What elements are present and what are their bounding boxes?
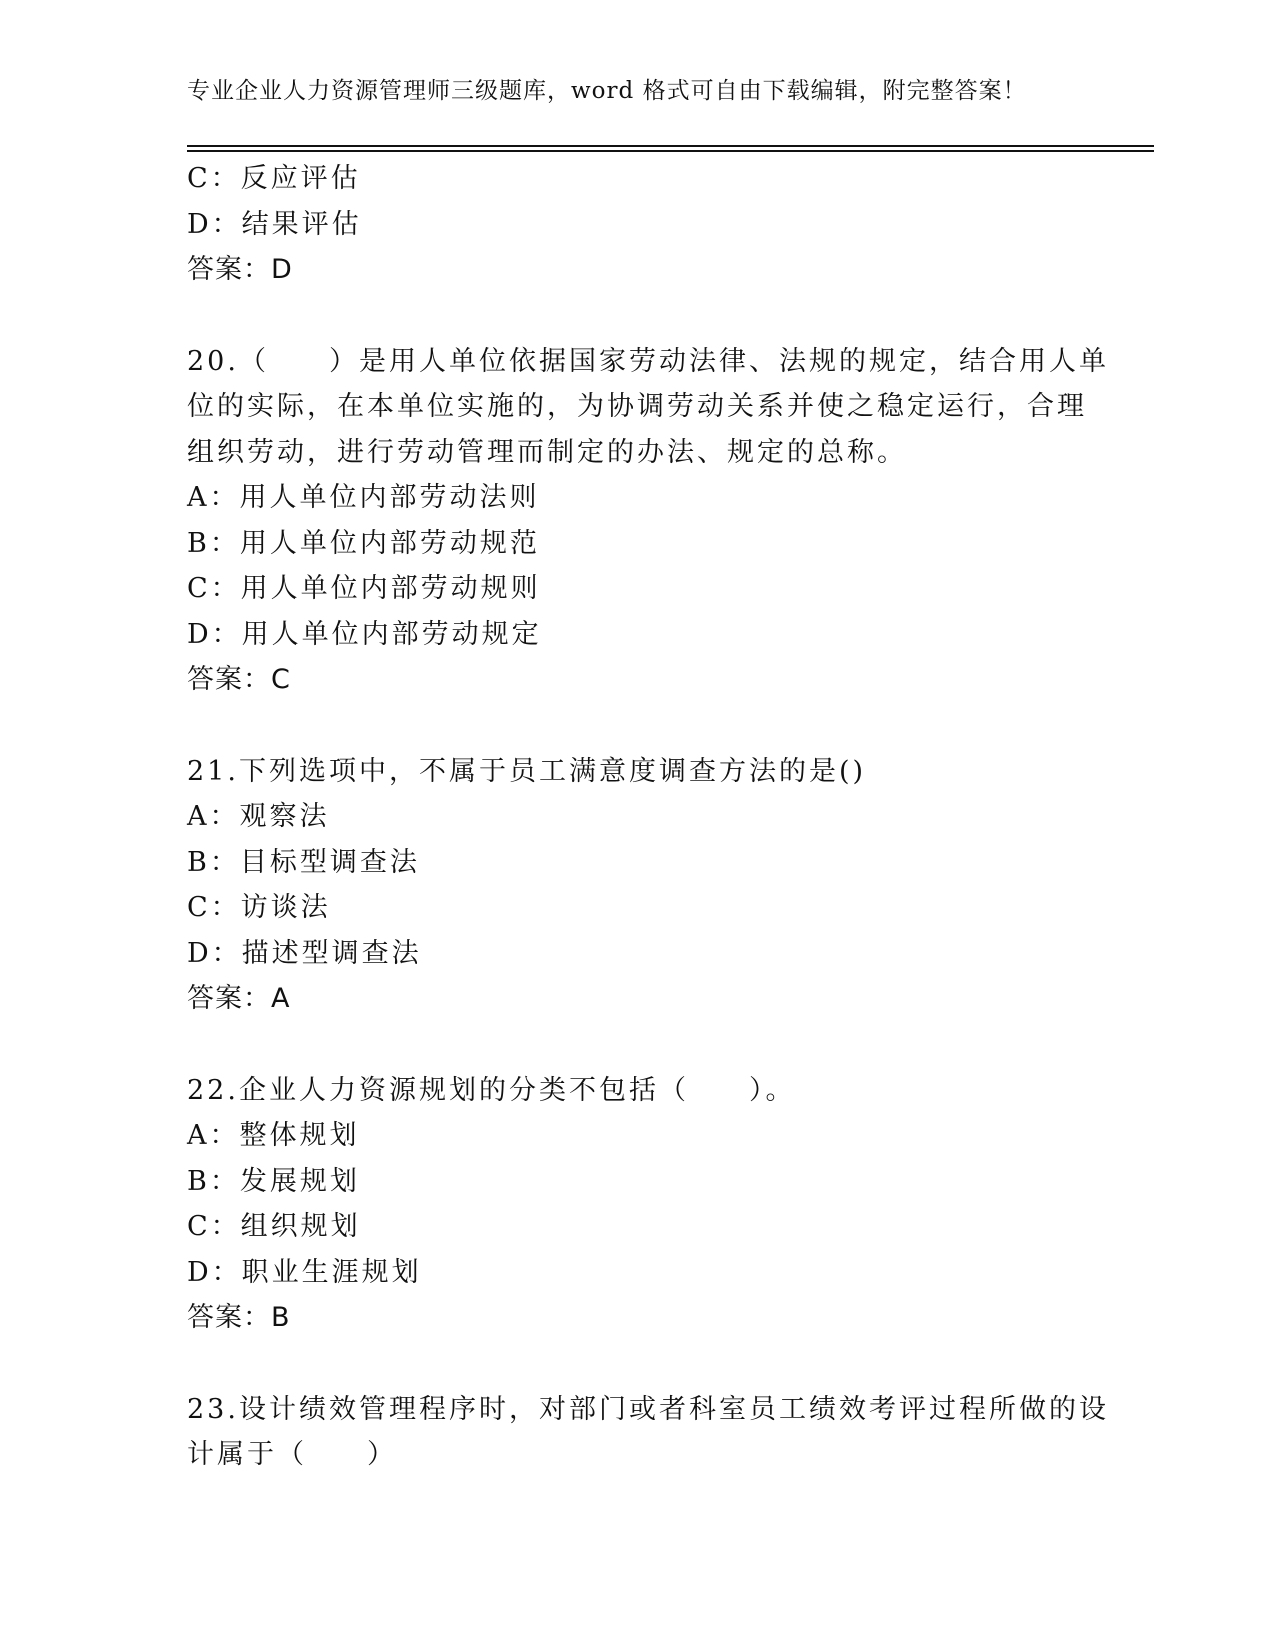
- answer-text: 答案：C: [187, 664, 291, 695]
- option-text: C：组织规划: [187, 1211, 361, 1242]
- option-text: B：目标型调查法: [187, 846, 420, 878]
- option-text: A：整体规划: [187, 1120, 360, 1151]
- option-text: A：用人单位内部劳动法则: [187, 482, 540, 513]
- option-text: A：观察法: [187, 801, 330, 832]
- option-text: D：职业生涯规划: [187, 1256, 422, 1288]
- option-text: D：结果评估: [187, 208, 362, 240]
- question-text: 23.设计绩效管理程序时，对部门或者科室员工绩效考评过程所做的设: [187, 1393, 1109, 1425]
- answer-text: 答案：A: [187, 983, 291, 1014]
- block-gap: [187, 1022, 1087, 1068]
- answer-text: 答案：D: [187, 254, 293, 285]
- header-rule-bottom: [187, 150, 1154, 152]
- block-gap: [187, 293, 1087, 339]
- option-text: D：描述型调查法: [187, 937, 422, 969]
- question-block: [187, 156, 1087, 293]
- question-text: 位的实际，在本单位实施的，为协调劳动关系并使之稳定运行，合理: [187, 391, 1087, 422]
- answer-text: 答案：B: [187, 1302, 291, 1333]
- page-header: 专业企业人力资源管理师三级题库，word 格式可自由下载编辑，附完整答案！: [187, 78, 1027, 104]
- option-text: C：访谈法: [187, 892, 331, 923]
- block-gap: [187, 1341, 1087, 1387]
- question-list: [187, 156, 1109, 1478]
- question-block: [187, 749, 1087, 1022]
- question-text: 20.（ ）是用人单位依据国家劳动法律、法规的规定，结合用人单: [187, 345, 1109, 377]
- question-text: 21.下列选项中，不属于员工满意度调查方法的是(): [187, 755, 867, 787]
- option-text: B：用人单位内部劳动规范: [187, 527, 540, 559]
- header-rule-top: [187, 145, 1154, 147]
- block-gap: [187, 703, 1087, 749]
- question-block: [187, 1387, 1109, 1478]
- option-text: C：反应评估: [187, 163, 361, 194]
- question-block: [187, 1068, 1087, 1341]
- question-text: 计属于（ ）: [187, 1439, 397, 1470]
- option-text: D：用人单位内部劳动规定: [187, 618, 542, 650]
- option-text: C：用人单位内部劳动规则: [187, 573, 541, 604]
- question-text: 22.企业人力资源规划的分类不包括（ ）。: [187, 1074, 796, 1106]
- question-text: 组织劳动，进行劳动管理而制定的办法、规定的总称。: [187, 436, 907, 468]
- question-block: [187, 339, 1109, 703]
- option-text: B：发展规划: [187, 1165, 360, 1197]
